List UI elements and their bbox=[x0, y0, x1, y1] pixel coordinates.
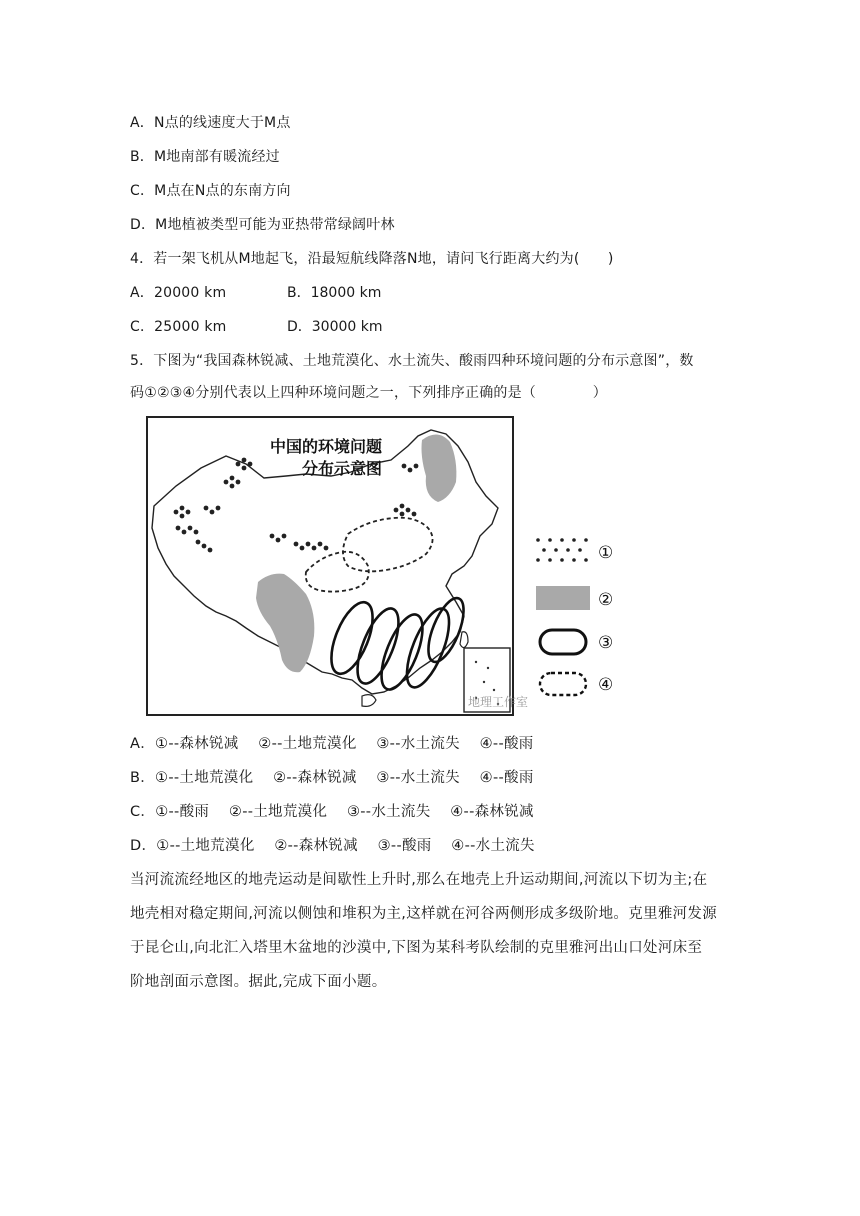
legend-label-1: ① bbox=[598, 543, 614, 563]
q5-option-a: A．①--森林锐减 ②--土地荒漠化 ③--水土流失 ④--酸雨 bbox=[130, 736, 534, 752]
legend-label-3: ③ bbox=[598, 633, 614, 653]
q5-stem-line2: 码①②③④分别代表以上四种环境问题之一，下列排序正确的是（ ） bbox=[130, 385, 608, 401]
legend-label-4: ④ bbox=[598, 675, 614, 695]
q3-option-a: A．N点的线速度大于M点 bbox=[130, 115, 291, 131]
q4-option-c: C．25000 km bbox=[130, 319, 227, 335]
taiwan-island bbox=[460, 632, 468, 648]
q3-option-b: B．M地南部有暖流经过 bbox=[130, 149, 280, 165]
passage-line2: 地壳相对稳定期间,河流以侧蚀和堆积为主,这样就在河谷两侧形成多级阶地。克里雅河发源 bbox=[130, 906, 718, 922]
q3-option-c: C．M点在N点的东南方向 bbox=[130, 183, 291, 199]
map-legend bbox=[530, 530, 630, 700]
q3-option-d: D．M地植被类型可能为亚热带常绿阔叶林 bbox=[130, 217, 395, 233]
passage-line4: 阶地剖面示意图。据此,完成下面小题。 bbox=[130, 974, 387, 990]
legend-solid-loop-symbol bbox=[540, 630, 586, 654]
legend-dashed-loop-symbol bbox=[540, 673, 586, 695]
map-title-line1: 中国的环境问题 bbox=[270, 437, 383, 456]
q5-option-b: B．①--土地荒漠化 ②--森林锐减 ③--水土流失 ④--酸雨 bbox=[130, 770, 534, 786]
legend-dots-symbol bbox=[536, 538, 588, 562]
passage-line3: 于昆仑山,向北汇入塔里木盆地的沙漠中,下图为某科考队绘制的克里雅河出山口处河床至 bbox=[130, 940, 703, 956]
q5-option-c: C．①--酸雨 ②--土地荒漠化 ③--水土流失 ④--森林锐减 bbox=[130, 804, 534, 820]
legend-gray-symbol bbox=[536, 586, 590, 610]
q4-option-d: D．30000 km bbox=[287, 319, 383, 335]
legend-label-2: ② bbox=[598, 590, 614, 610]
q4-stem: 4．若一架飞机从M地起飞，沿最短航线降落N地，请问飞行距离大约为( ) bbox=[130, 251, 614, 267]
environment-problems-map bbox=[146, 416, 529, 716]
passage-line1: 当河流流经地区的地壳运动是间歇性上升时,那么在地壳上升运动期间,河流以下切为主;在 bbox=[130, 872, 708, 888]
q4-option-a: A．20000 km bbox=[130, 285, 227, 301]
q4-option-b: B．18000 km bbox=[287, 285, 382, 301]
map-title-line2: 分布示意图 bbox=[302, 459, 383, 478]
q5-stem-line1: 5．下图为“我国森林锐减、土地荒漠化、水土流失、酸雨四种环境问题的分布示意图”，数 bbox=[130, 353, 694, 369]
q5-option-d: D．①--土地荒漠化 ②--森林锐减 ③--酸雨 ④--水土流失 bbox=[130, 838, 535, 854]
watermark: 地理工作室 bbox=[468, 695, 529, 709]
